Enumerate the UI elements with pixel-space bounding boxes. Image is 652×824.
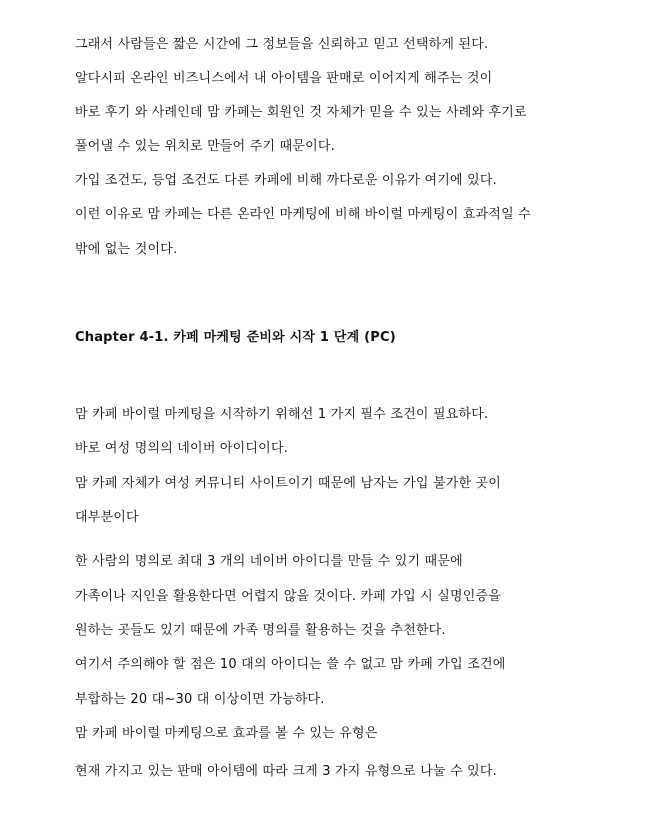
text-line: 대부분이다 [75, 510, 139, 525]
text-line: 현재 가지고 있는 판매 아이템에 따라 크게 3 가지 유형으로 나눌 수 있다. [75, 764, 498, 779]
text-line: 알다시피 온라인 비즈니스에서 내 아이템을 판매로 이어지게 해주는 것이 [75, 71, 493, 86]
text-line: 풀어낼 수 있는 위치로 만들어 주기 때문이다. [75, 139, 335, 154]
text-line: 가족이나 지인을 활용한다면 어렵지 않을 것이다. 카페 가입 시 실명인증을 [75, 589, 502, 604]
text-line: 가입 조건도, 등업 조건도 다른 카페에 비해 까다로운 이유가 여기에 있다. [75, 173, 497, 188]
text-line: 맘 카페 바이럴 마케팅을 시작하기 위해선 1 가지 필수 조건이 필요하다. [75, 407, 489, 422]
text-line: 바로 후기 와 사례인데 맘 카페는 회원인 것 자체가 믿을 수 있는 사례와 후기로 [75, 105, 527, 120]
text-line: 부합하는 20 대~30 대 이상이면 가능하다. [75, 692, 325, 707]
section-heading: Chapter 4-1. 카페 마케팅 준비와 시작 1 단계 (PC) [75, 330, 396, 345]
text-line: 그래서 사람들은 짧은 시간에 그 정보들을 신뢰하고 믿고 선택하게 된다. [75, 37, 489, 52]
text-line: 맘 카페 자체가 여성 커뮤니티 사이트이기 때문에 남자는 가입 불가한 곳이 [75, 476, 502, 491]
text-line: 밖에 없는 것이다. [75, 242, 178, 257]
text-line: 바로 여성 명의의 네이버 아이디이다. [75, 441, 289, 456]
text-line: 여기서 주의해야 할 점은 10 대의 아이디는 쓸 수 없고 맘 카페 가입 조건에 [75, 657, 506, 672]
text-line: 맘 카페 바이럴 마케팅으로 효과를 볼 수 있는 유형은 [75, 726, 378, 741]
text-line: 원하는 곳들도 있기 때문에 가족 명의를 활용하는 것을 추천한다. [75, 623, 446, 638]
text-line: 이런 이유로 맘 카페는 다른 온라인 마케팅에 비해 바이럴 마케팅이 효과적일 수 [75, 207, 531, 222]
text-line: 한 사람의 명의로 최대 3 개의 네이버 아이디를 만들 수 있기 때문에 [75, 554, 463, 569]
